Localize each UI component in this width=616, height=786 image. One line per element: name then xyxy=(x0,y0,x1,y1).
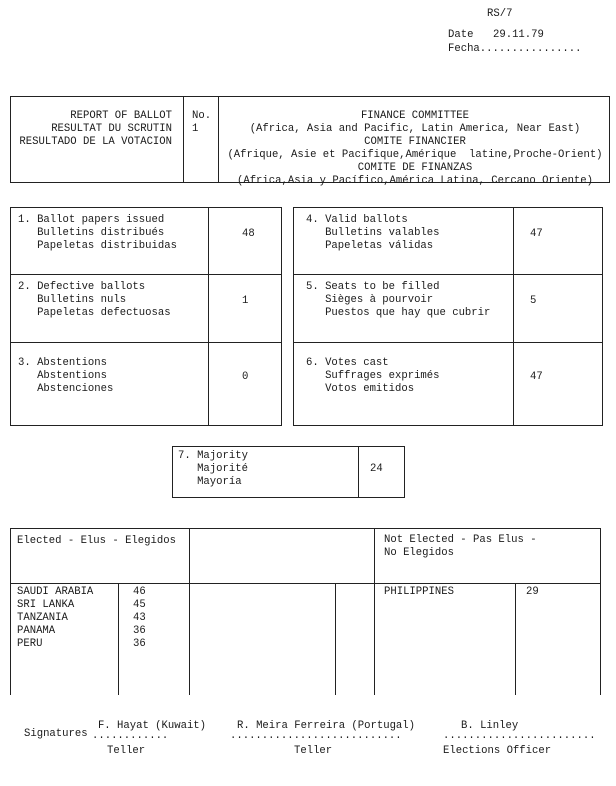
stat-defective-value: 1 xyxy=(242,295,249,307)
elected-name: PANAMA xyxy=(17,625,56,637)
date-value: 29.11.79 xyxy=(493,29,544,41)
elected-votes-value: 36 xyxy=(133,625,146,637)
fecha-label: Fecha................ xyxy=(448,43,582,55)
elected-name: PERU xyxy=(17,638,43,650)
stat-votes-cast-label: 6. Votes cast Suffrages exprimés Votos emitidos xyxy=(306,357,440,395)
elected-votes-value: 36 xyxy=(133,638,146,650)
stat-seats-label: 5. Seats to be filled Sièges à pourvoir Puestos que hay que cubrir xyxy=(306,281,491,319)
not-elected-header: Not Elected - Pas Elus - No Elegidos xyxy=(384,534,537,559)
elected-votes-value: 45 xyxy=(133,599,146,611)
stat-votes-cast-value: 47 xyxy=(530,371,543,383)
stat-ballots-issued-value: 48 xyxy=(242,228,255,240)
committee-name: FINANCE COMMITTEE (Africa, Asia and Pacific, Latin America, Near East) COMITE FINANCIER (Afrique, Asie et Pacifique,Amérique latine,Proche-Orient) COMITE DE FINANZAS (Africa,Asia y Pacífico,América Latina, Cercano Oriente) xyxy=(227,110,603,187)
elected-names xyxy=(17,586,93,651)
not-elected-name: PHILIPPINES xyxy=(384,586,454,598)
elected-name: TANZANIA xyxy=(17,612,68,624)
ballot-number: No. 1 xyxy=(192,110,212,135)
stat-abstentions-value: 0 xyxy=(242,371,249,383)
not-elected-votes: 29 xyxy=(526,586,539,598)
stat-valid-value: 47 xyxy=(530,228,543,240)
stat-abstentions-label: 3. Abstentions Abstentions Abstenciones xyxy=(18,357,114,395)
date-label: Date xyxy=(448,29,474,41)
stat-valid-label: 4. Valid ballots Bulletins valables Papeletas válidas xyxy=(306,214,440,252)
elected-votes-value: 43 xyxy=(133,612,146,624)
elected-votes-value: 46 xyxy=(133,586,146,598)
majority-label: 7. Majority Majorité Mayoría xyxy=(178,450,248,488)
signature-teller-1: F. Hayat (Kuwait) ............ Teller xyxy=(92,720,207,757)
report-title: REPORT OF BALLOT RESULTAT DU SCRUTIN RESULTADO DE LA VOTACION xyxy=(19,110,172,148)
elected-header: Elected - Elus - Elegidos xyxy=(17,535,176,547)
signature-elections-officer: B. Linley ........................ Elections Officer xyxy=(443,720,596,757)
signature-teller-2: R. Meira Ferreira (Portugal) ........................... Teller xyxy=(230,720,416,757)
stat-seats-value: 5 xyxy=(530,295,537,307)
majority-value: 24 xyxy=(370,463,383,475)
elected-votes xyxy=(133,586,146,651)
elected-name: SAUDI ARABIA xyxy=(17,586,94,598)
signatures-label: Signatures xyxy=(24,728,88,740)
elected-name: SRI LANKA xyxy=(17,599,75,611)
document-reference: RS/7 xyxy=(487,8,513,20)
stat-ballots-issued-label: 1. Ballot papers issued Bulletins distribués Papeletas distribuidas xyxy=(18,214,177,252)
stat-defective-label: 2. Defective ballots Bulletins nuls Papeletas defectuosas xyxy=(18,281,171,319)
